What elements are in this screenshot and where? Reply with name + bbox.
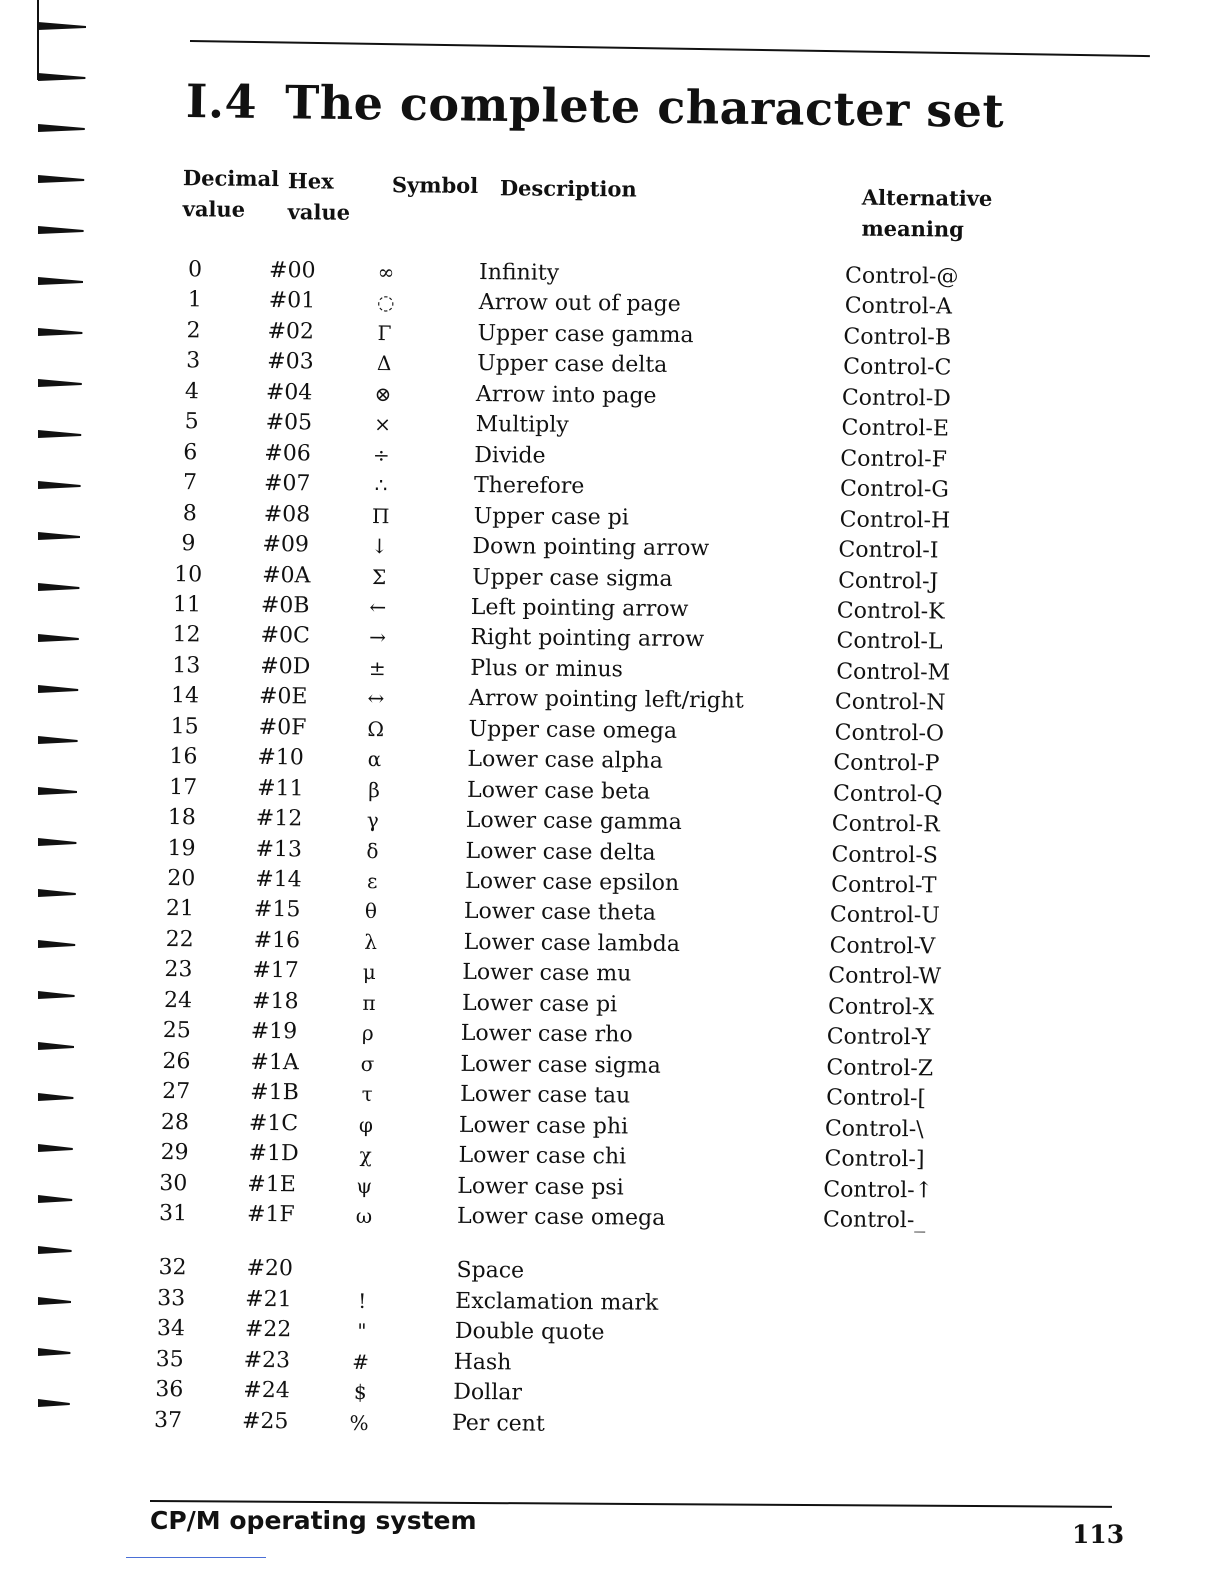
decimal-value: 15 xyxy=(165,712,205,742)
symbol-glyph: φ xyxy=(351,1109,381,1139)
description: Lower case tau xyxy=(460,1080,630,1112)
alternative-meaning: Control-G xyxy=(840,475,949,506)
alternative-meaning: Control-↑ xyxy=(823,1175,933,1206)
decimal-value: 21 xyxy=(160,894,200,924)
symbol-glyph: ⊗ xyxy=(368,379,398,409)
alternative-meaning: Control-V xyxy=(829,931,935,962)
alternative-meaning: Control-W xyxy=(828,962,941,993)
hex-value: #03 xyxy=(267,347,314,377)
description: Lower case pi xyxy=(462,989,617,1020)
hex-value: #20 xyxy=(246,1254,293,1284)
description: Lower case gamma xyxy=(466,806,682,838)
description: Dollar xyxy=(453,1378,522,1409)
decimal-value: 37 xyxy=(148,1406,188,1436)
alternative-meaning: Control-Y xyxy=(827,1023,931,1054)
symbol-glyph: π xyxy=(354,988,384,1018)
decimal-value: 25 xyxy=(157,1016,197,1046)
symbol-glyph: μ xyxy=(354,957,384,987)
hex-value: #09 xyxy=(262,530,309,560)
symbol-glyph: ∞ xyxy=(371,257,401,287)
hex-value: #22 xyxy=(245,1315,292,1345)
header-description xyxy=(500,172,637,204)
alternative-meaning: Control-K xyxy=(837,596,945,627)
description: Right pointing arrow xyxy=(470,623,704,655)
description: Lower case alpha xyxy=(467,745,663,777)
hex-value: #08 xyxy=(264,500,311,530)
symbol-glyph: % xyxy=(344,1407,374,1437)
hex-value: #0E xyxy=(259,682,308,712)
description: Lower case rho xyxy=(461,1019,633,1051)
description: Space xyxy=(456,1256,524,1287)
header-hex-line2: value xyxy=(288,196,351,228)
hex-value: #11 xyxy=(257,774,304,804)
section-heading: The complete character set xyxy=(285,75,1005,138)
decimal-value: 32 xyxy=(152,1253,192,1283)
hex-value: #1C xyxy=(249,1108,299,1138)
hex-value: #18 xyxy=(252,987,299,1017)
decimal-value: 10 xyxy=(168,560,208,590)
decimal-value: 31 xyxy=(153,1199,193,1229)
description: Lower case mu xyxy=(462,958,631,990)
footer-title: CP/M operating system xyxy=(150,1506,477,1535)
description: Upper case sigma xyxy=(472,562,673,594)
symbol-glyph: Γ xyxy=(369,318,399,348)
decimal-value: 18 xyxy=(162,803,202,833)
alternative-meaning: Control-S xyxy=(831,840,938,871)
symbol-glyph: Ω xyxy=(361,714,391,744)
alternative-meaning: Control-D xyxy=(842,383,951,414)
decimal-value: 6 xyxy=(170,438,210,468)
alternative-meaning: Control-B xyxy=(843,322,951,353)
header-alternative-line1: Alternative xyxy=(862,182,993,214)
hex-value: #14 xyxy=(255,865,302,895)
hex-value: #1F xyxy=(247,1200,295,1230)
symbol-glyph: χ xyxy=(350,1140,380,1170)
decimal-value: 8 xyxy=(170,499,210,529)
hex-value: #06 xyxy=(264,439,311,469)
hex-value: #15 xyxy=(254,895,301,925)
decimal-value: 0 xyxy=(175,255,215,285)
symbol-glyph: ◌ xyxy=(371,287,401,317)
alternative-meaning: Control-M xyxy=(836,657,950,688)
decimal-value: 28 xyxy=(155,1108,195,1138)
alternative-meaning: Control-L xyxy=(836,627,942,658)
hex-value: #13 xyxy=(255,834,302,864)
description: Lower case sigma xyxy=(460,1050,661,1082)
header-hex-line1: Hex xyxy=(288,165,351,197)
hex-value: #23 xyxy=(243,1346,290,1376)
alternative-meaning: Control-U xyxy=(830,901,940,932)
hex-value: #1E xyxy=(247,1169,296,1199)
symbol-glyph: ! xyxy=(347,1286,377,1316)
description: Upper case omega xyxy=(469,715,678,747)
decimal-value: 13 xyxy=(166,651,206,681)
alternative-meaning: Control-H xyxy=(840,505,951,536)
alternative-meaning: Control-O xyxy=(835,718,945,749)
hex-value: #0F xyxy=(259,713,307,743)
description: Upper case pi xyxy=(474,502,629,533)
alternative-meaning: Control-] xyxy=(824,1144,924,1175)
description: Lower case psi xyxy=(457,1171,624,1203)
symbol-glyph: ω xyxy=(349,1201,379,1231)
description: Arrow out of page xyxy=(479,288,681,320)
symbol-glyph: ← xyxy=(363,592,393,622)
section-number: I.4 xyxy=(186,74,258,129)
symbol-glyph: Π xyxy=(366,501,396,531)
alternative-meaning: Control-\ xyxy=(825,1114,924,1145)
hex-value: #01 xyxy=(269,286,316,316)
symbol-glyph: δ xyxy=(357,835,387,865)
header-decimal-line2: value xyxy=(183,193,279,225)
symbol-glyph: γ xyxy=(358,805,388,835)
blue-rule xyxy=(126,1557,266,1558)
description: Divide xyxy=(474,441,546,472)
hex-value: #02 xyxy=(267,317,314,347)
alternative-meaning: Control-P xyxy=(833,749,939,780)
alternative-meaning: Control-I xyxy=(838,536,938,567)
hex-value: #0B xyxy=(261,591,310,621)
hex-value: #21 xyxy=(245,1285,292,1315)
description: Double quote xyxy=(455,1317,605,1348)
hex-value: #12 xyxy=(256,804,303,834)
description: Lower case theta xyxy=(464,897,656,929)
alternative-meaning: Control-C xyxy=(843,353,951,384)
hex-value: #16 xyxy=(254,926,301,956)
decimal-value: 5 xyxy=(171,407,211,437)
alternative-meaning: Control-@ xyxy=(845,262,959,293)
alternative-meaning: Control-R xyxy=(832,810,940,841)
symbol-glyph: β xyxy=(359,775,389,805)
description: Left pointing arrow xyxy=(471,593,689,625)
symbol-glyph: Σ xyxy=(364,561,394,591)
decimal-value: 22 xyxy=(160,925,200,955)
description: Lower case phi xyxy=(459,1110,629,1142)
alternative-meaning: Control-_ xyxy=(823,1205,926,1236)
header-decimal-line1: Decimal xyxy=(183,162,279,194)
decimal-value: 14 xyxy=(165,681,205,711)
hex-value: #0A xyxy=(262,560,311,590)
hex-value: #05 xyxy=(265,408,312,438)
symbol-glyph: λ xyxy=(356,927,386,957)
symbol-glyph: $ xyxy=(345,1377,375,1407)
description: Lower case lambda xyxy=(464,928,681,960)
hex-value: #10 xyxy=(257,743,304,773)
description: Lower case beta xyxy=(467,776,650,808)
description: Multiply xyxy=(475,410,568,441)
symbol-glyph: α xyxy=(359,744,389,774)
decimal-value: 24 xyxy=(158,986,198,1016)
decimal-value: 1 xyxy=(175,286,215,316)
description: Lower case delta xyxy=(465,836,655,868)
hex-value: #1D xyxy=(248,1139,298,1169)
decimal-value: 23 xyxy=(158,955,198,985)
alternative-meaning: Control-Z xyxy=(826,1053,933,1084)
symbol-glyph: ρ xyxy=(353,1018,383,1048)
description: Plus or minus xyxy=(470,654,623,685)
description: Exclamation mark xyxy=(455,1287,658,1319)
symbol-glyph: → xyxy=(362,622,392,652)
alternative-meaning: Control-N xyxy=(835,688,946,719)
symbol-glyph: ↔ xyxy=(361,683,391,713)
description: Therefore xyxy=(474,471,585,502)
symbol-glyph: τ xyxy=(352,1079,382,1109)
symbol-glyph: ↓ xyxy=(364,531,394,561)
decimal-value: 11 xyxy=(167,590,207,620)
symbol-glyph: θ xyxy=(356,896,386,926)
symbol-glyph: ε xyxy=(357,866,387,896)
decimal-value: 2 xyxy=(173,316,213,346)
description: Lower case epsilon xyxy=(465,867,679,899)
decimal-value: 9 xyxy=(168,529,208,559)
hex-value: #07 xyxy=(264,469,311,499)
description: Lower case omega xyxy=(457,1202,666,1234)
decimal-value: 36 xyxy=(149,1375,189,1405)
header-description-line1: Description xyxy=(500,172,637,204)
decimal-value: 33 xyxy=(151,1284,191,1314)
header-symbol xyxy=(392,169,479,201)
symbol-glyph: " xyxy=(347,1316,377,1346)
decimal-value: 29 xyxy=(154,1138,194,1168)
decimal-value: 16 xyxy=(163,742,203,772)
header-alternative-line2: meaning xyxy=(861,213,992,245)
description: Per cent xyxy=(452,1408,545,1439)
hex-value: #17 xyxy=(252,956,299,986)
symbol-glyph: σ xyxy=(352,1049,382,1079)
description: Lower case chi xyxy=(458,1141,626,1173)
decimal-value: 7 xyxy=(170,468,210,498)
hex-value: #00 xyxy=(269,256,316,286)
decimal-value: 34 xyxy=(151,1314,191,1344)
decimal-value: 30 xyxy=(153,1168,193,1198)
description: Hash xyxy=(453,1348,511,1379)
symbol-glyph: ψ xyxy=(349,1170,379,1200)
description: Arrow pointing left/right xyxy=(469,684,744,717)
description: Down pointing arrow xyxy=(472,532,709,564)
hex-value: #0D xyxy=(260,652,310,682)
alternative-meaning: Control-F xyxy=(840,444,947,475)
hex-value: #1B xyxy=(250,1078,299,1108)
symbol-glyph: × xyxy=(367,409,397,439)
symbol-glyph: ∴ xyxy=(366,470,396,500)
table-body xyxy=(2,0,1224,2)
symbol-glyph: ÷ xyxy=(366,440,396,470)
symbol-glyph: Δ xyxy=(369,348,399,378)
description: Arrow into page xyxy=(476,380,657,412)
header-decimal xyxy=(183,162,280,225)
decimal-value: 17 xyxy=(163,773,203,803)
alternative-meaning: Control-Q xyxy=(833,779,943,810)
decimal-value: 27 xyxy=(156,1077,196,1107)
symbol-glyph: # xyxy=(345,1347,375,1377)
hex-value: #24 xyxy=(243,1376,290,1406)
page-number: 113 xyxy=(1072,1520,1124,1549)
alternative-meaning: Control-[ xyxy=(826,1084,926,1115)
decimal-value: 12 xyxy=(166,620,206,650)
description: Upper case gamma xyxy=(477,319,693,351)
header-hex xyxy=(288,165,351,228)
symbol-glyph: ± xyxy=(362,653,392,683)
description: Upper case delta xyxy=(477,349,667,381)
decimal-value: 26 xyxy=(156,1047,196,1077)
hex-value: #25 xyxy=(242,1406,289,1436)
description: Infinity xyxy=(479,258,559,289)
header-symbol-line1: Symbol xyxy=(392,169,479,201)
hex-value: #0C xyxy=(260,621,310,651)
decimal-value: 4 xyxy=(172,377,212,407)
alternative-meaning: Control-E xyxy=(841,414,949,445)
decimal-value: 3 xyxy=(173,346,213,376)
hex-value: #04 xyxy=(266,378,313,408)
alternative-meaning: Control-J xyxy=(838,566,938,597)
header-alternative xyxy=(861,182,992,245)
decimal-value: 35 xyxy=(149,1345,189,1375)
decimal-value: 20 xyxy=(161,864,201,894)
alternative-meaning: Control-T xyxy=(831,870,937,901)
decimal-value: 19 xyxy=(161,834,201,864)
hex-value: #19 xyxy=(251,1017,298,1047)
hex-value: #1A xyxy=(250,1048,299,1078)
alternative-meaning: Control-X xyxy=(828,992,934,1023)
alternative-meaning: Control-A xyxy=(845,292,953,323)
